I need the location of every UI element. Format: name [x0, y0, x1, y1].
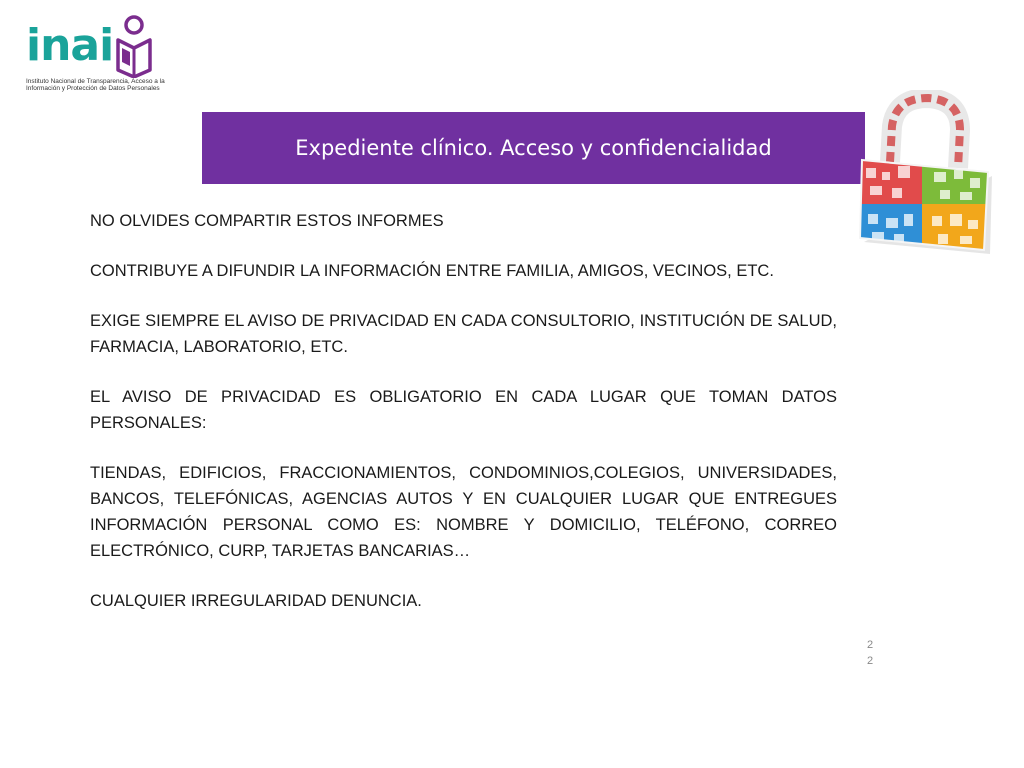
padlock-mosaic-icon [856, 90, 1008, 256]
slide-body [90, 208, 837, 614]
slide-title: Expediente clínico. Acceso y confidencialidad [202, 112, 865, 184]
body-paragraph: EL AVISO DE PRIVACIDAD ES OBLIGATORIO EN CADA LUGAR QUE TOMAN DATOS PERSONALES: [90, 388, 837, 432]
person-book-icon [114, 14, 156, 78]
body-paragraph: NO OLVIDES COMPARTIR ESTOS INFORMES [90, 212, 444, 230]
body-paragraph: CONTRIBUYE A DIFUNDIR LA INFORMACIÓN ENTRE FAMILIA, AMIGOS, VECINOS, ETC. [90, 262, 774, 280]
page-number: 22 [866, 639, 874, 667]
body-paragraph: CUALQUIER IRREGULARIDAD DENUNCIA. [90, 592, 422, 610]
inai-logo [26, 14, 176, 96]
body-paragraph: EXIGE SIEMPRE EL AVISO DE PRIVACIDAD EN CADA CONSULTORIO, INSTITUCIÓN DE SALUD, FARMACIA, LABORATORIO, ETC. [90, 312, 837, 356]
body-paragraph: TIENDAS, EDIFICIOS, FRACCIONAMIENTOS, CONDOMINIOS,COLEGIOS, UNIVERSIDADES, BANCOS, TELEFÓNICAS, AGENCIAS AUTOS Y EN CUALQUIER LUGAR QUE ENTREGUES INFORMACIÓN PERSONAL COMO ES: NOMBRE Y DOMICILIO, TELÉFONO, CORREO ELECTRÓNICO, CURP, TARJETAS BANCARIAS… [90, 464, 837, 560]
logo-wordmark: inai [26, 20, 114, 71]
logo-subtitle: Instituto Nacional de Transparencia, Acceso a la Información y Protección de Datos Personales [26, 78, 165, 92]
